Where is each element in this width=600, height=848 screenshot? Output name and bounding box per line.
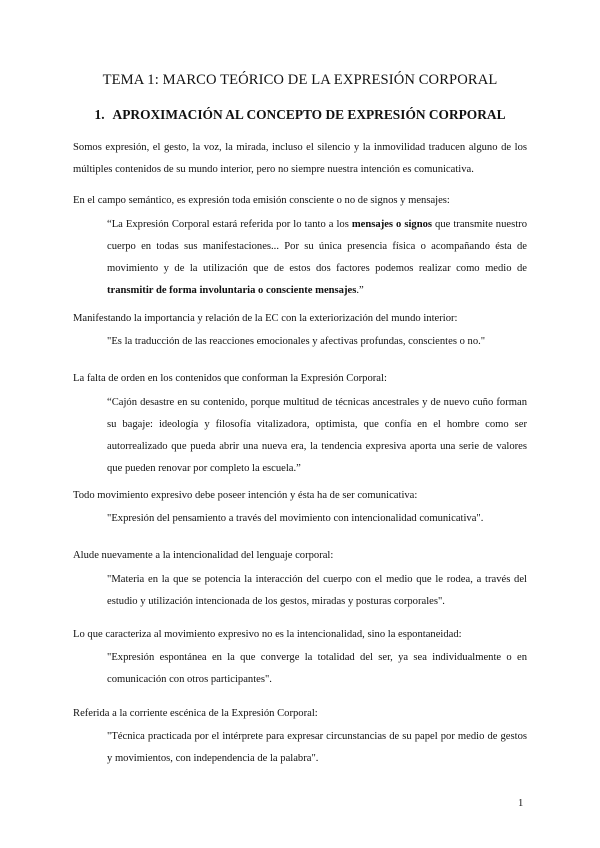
lead-paragraph: Manifestando la importancia y relación de la EC con la exteriorización del mundo interior: xyxy=(73,313,458,324)
quote-paragraph: "Expresión del pensamiento a través del movimiento con intencionalidad comunicativa". xyxy=(107,513,484,524)
quote-text: .” xyxy=(356,285,364,296)
section-title: APROXIMACIÓN AL CONCEPTO DE EXPRESIÓN CORPORAL xyxy=(112,107,506,122)
lead-paragraph: Referida a la corriente escénica de la Expresión Corporal: xyxy=(73,708,318,719)
intro-paragraph: Somos expresión, el gesto, la voz, la mirada, incluso el silencio y la inmovilidad traducen alguno de los múltiples contenidos de su mundo interior, pero no siempre nuestra intención es comunicativa. xyxy=(73,142,527,175)
quote-paragraph: “Cajón desastre en su contenido, porque multitud de técnicas ancestrales y de nuevo cuño forman su bagaje: ideología y filosofía vitalizadora, optimista, que confía en el hombre como ser autorrealizado que pueda abrir una nueva era, la tendencia expresiva aporta una serie de valores que pueden renovar por completo la escuela.” xyxy=(107,397,527,474)
quote-paragraph xyxy=(107,214,527,302)
quote-emphasis: transmitir de forma involuntaria o consciente mensajes xyxy=(107,285,357,296)
section-number: 1. xyxy=(94,107,105,122)
quote-emphasis: mensajes o signos xyxy=(351,219,433,230)
quote-paragraph: "Materia en la que se potencia la interacción del cuerpo con el medio que le rodea, a través del estudio y utilización intencionada de los gestos, miradas y posturas corporales". xyxy=(107,574,527,607)
lead-paragraph: Todo movimiento expresivo debe poseer intención y ésta ha de ser comunicativa: xyxy=(73,490,418,501)
section-heading xyxy=(0,107,600,123)
quote-text: “La Expresión Corporal estará referida por lo tanto a los xyxy=(107,219,352,230)
page-title: TEMA 1: MARCO TEÓRICO DE LA EXPRESIÓN CORPORAL xyxy=(102,72,498,88)
lead-paragraph: Alude nuevamente a la intencionalidad del lenguaje corporal: xyxy=(73,550,334,561)
page-number: 1 xyxy=(518,798,524,809)
quote-paragraph: "Técnica practicada por el intérprete para expresar circunstancias de su papel por medio de gestos y movimientos, con independencia de la palabra". xyxy=(107,731,527,764)
quote-paragraph: "Expresión espontánea en la que converge la totalidad del ser, ya sea individualmente o en comunicación con otros participantes". xyxy=(107,652,527,685)
lead-paragraph: La falta de orden en los contenidos que conforman la Expresión Corporal: xyxy=(73,373,387,384)
quote-paragraph: "Es la traducción de las reacciones emocionales y afectivas profundas, conscientes o no." xyxy=(107,336,486,347)
lead-paragraph: En el campo semántico, es expresión toda emisión consciente o no de signos y mensajes: xyxy=(73,195,450,206)
lead-paragraph: Lo que caracteriza al movimiento expresivo no es la intencionalidad, sino la espontaneidad: xyxy=(73,629,462,640)
quote-text: que transmite nuestro cuerpo en todas sus manifestaciones... Por su única presencia física o acompañando ésta de movimiento y de la utilización que de estos dos factores podemos realizar como medio de xyxy=(107,219,527,274)
